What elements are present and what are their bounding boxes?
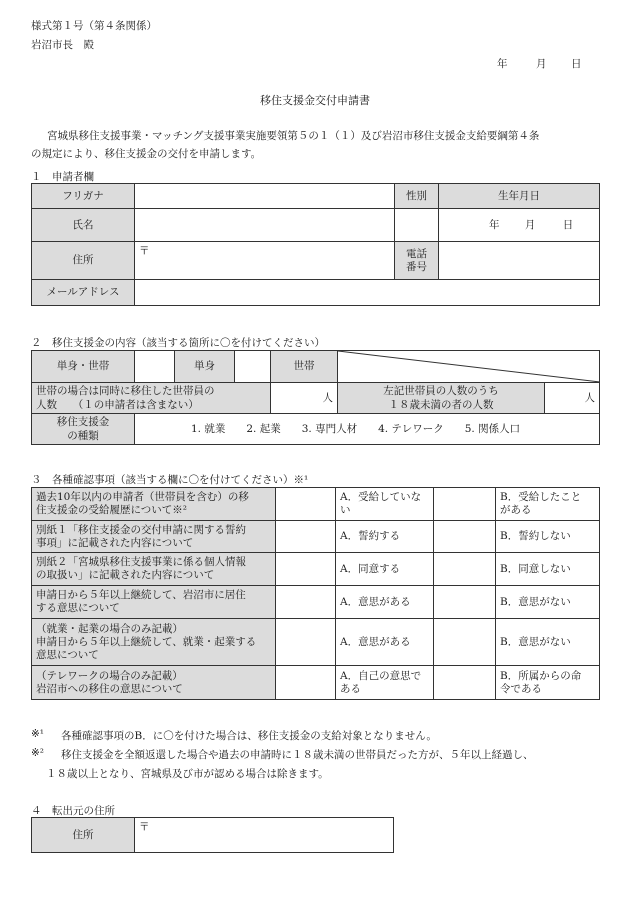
address-label: 住所 xyxy=(32,242,135,280)
furigana-label: フリガナ xyxy=(32,184,135,209)
minors-count-label: 左記世帯員の人数のうち １８歳未満の者の人数 xyxy=(338,383,545,414)
confirmation-row xyxy=(32,488,600,521)
note2-text-line2: １８歳以上となり、宮城県及び市が認める場合は除きます。 xyxy=(46,768,329,780)
option-a-label: A．意思がある xyxy=(336,619,434,666)
name-label: 氏名 xyxy=(32,209,135,242)
option-a-label: A．自己の意思で ある xyxy=(336,666,434,700)
furigana-input[interactable] xyxy=(135,184,395,209)
confirmation-row xyxy=(32,553,600,586)
birth-year-label: 年 xyxy=(489,218,500,231)
form-number: 様式第１号（第４条関係） xyxy=(31,20,157,32)
name-input[interactable] xyxy=(135,209,395,242)
person-unit-2: 人 xyxy=(584,391,595,404)
confirmation-row xyxy=(32,619,600,666)
intro-line-1: 宮城県移住支援事業・マッチング支援事業実施要領第５の１（１）及び岩沼市移住支援金支給要綱第４条 xyxy=(47,130,540,142)
option-b-label: B．受給したこと がある xyxy=(496,488,600,521)
option-b-mark-cell[interactable] xyxy=(434,553,496,586)
address-input[interactable] xyxy=(135,242,395,280)
option-b-label: B．所属からの命 令である xyxy=(496,666,600,700)
applicant-table xyxy=(31,183,600,306)
confirmation-question: 過去10年以内の申請者（世帯員を含む）の移 住支援金の受給履歴について※² xyxy=(32,488,276,521)
option-a-mark-cell[interactable] xyxy=(276,521,336,553)
household-count-label: 世帯の場合は同時に移住した世帯員の 人数 （１の申請者は含まない） xyxy=(32,383,271,414)
diagonal-cell xyxy=(338,351,600,383)
confirmation-row xyxy=(32,586,600,619)
single-option: 単身 xyxy=(175,351,235,383)
origin-address-label: 住所 xyxy=(32,818,135,853)
option-a-mark-cell[interactable] xyxy=(276,488,336,521)
option-a-mark-cell[interactable] xyxy=(276,553,336,586)
household-option: 世帯 xyxy=(271,351,338,383)
phone-label: 電話 番号 xyxy=(395,242,439,280)
support-type-options[interactable]: 1. 就業 2. 起業 3. 専門人材 4. テレワーク 5. 関係人口 xyxy=(135,414,600,445)
origin-address-table xyxy=(31,817,394,853)
note2-text-line1: 移住支援金を全額返還した場合や過去の申請時に１８歳未満の世帯員だった方が、５年以上経過し、 xyxy=(61,749,534,761)
confirmation-question: （テレワークの場合のみ記載） 岩沼市への移住の意思について xyxy=(32,666,276,700)
note1-mark: ※¹ xyxy=(31,728,45,740)
date-year-label: 年 xyxy=(497,58,508,70)
option-a-label: A．同意する xyxy=(336,553,434,586)
support-content-table xyxy=(31,350,600,445)
single-mark-cell[interactable] xyxy=(135,351,175,383)
origin-postal-mark: 〒 xyxy=(139,821,150,833)
option-b-label: B．意思がない xyxy=(496,586,600,619)
birthdate-label: 生年月日 xyxy=(439,184,600,209)
confirmation-question: 別紙１「移住支援金の交付申請に関する誓約 事項」に記載された内容について xyxy=(32,521,276,553)
confirmation-row xyxy=(32,666,600,700)
section4-heading: ４ 転出元の住所 xyxy=(31,805,115,817)
confirmation-question: 申請日から５年以上継続して、岩沼市に居住 する意思について xyxy=(32,586,276,619)
confirmation-row xyxy=(32,521,600,553)
birthdate-input[interactable] xyxy=(439,209,600,242)
birth-day-label: 日 xyxy=(562,218,574,231)
household-count-input[interactable] xyxy=(271,383,338,414)
option-b-mark-cell[interactable] xyxy=(434,586,496,619)
option-a-label: A．誓約する xyxy=(336,521,434,553)
option-a-mark-cell[interactable] xyxy=(276,586,336,619)
option-b-mark-cell[interactable] xyxy=(434,488,496,521)
diagonal-line xyxy=(338,351,600,382)
option-a-label: A．意思がある xyxy=(336,586,434,619)
single-household-label: 単身・世帯 xyxy=(32,351,135,383)
addressee: 岩沼市長 殿 xyxy=(31,39,94,51)
option-b-mark-cell[interactable] xyxy=(434,521,496,553)
note1-text: 各種確認事項のB．に〇を付けた場合は、移住支援金の支給対象となりません。 xyxy=(61,730,437,742)
option-b-label: B．同意しない xyxy=(496,553,600,586)
confirmation-question: 別紙２「宮城県移住支援事業に係る個人情報 の取扱い」に記載された内容について xyxy=(32,553,276,586)
confirmation-table xyxy=(31,487,600,700)
date-month-label: 月 xyxy=(536,58,547,70)
postal-mark: 〒 xyxy=(139,245,150,257)
option-b-label: B．誓約しない xyxy=(496,521,600,553)
option-a-mark-cell[interactable] xyxy=(276,666,336,700)
option-b-mark-cell[interactable] xyxy=(434,666,496,700)
section2-heading: ２ 移住支援金の内容（該当する箇所に〇を付けてください） xyxy=(31,337,325,349)
section1-heading: １ 申請者欄 xyxy=(31,171,94,183)
gender-input[interactable] xyxy=(395,209,439,242)
note2-mark: ※² xyxy=(31,747,45,759)
option-b-mark-cell[interactable] xyxy=(434,619,496,666)
origin-address-input[interactable] xyxy=(135,818,394,853)
minors-count-input[interactable] xyxy=(545,383,600,414)
option-a-mark-cell[interactable] xyxy=(276,619,336,666)
email-label: メールアドレス xyxy=(32,280,135,306)
section3-heading: ３ 各種確認事項（該当する欄に〇を付けてください）※¹ xyxy=(31,474,309,486)
option-b-label: B．意思がない xyxy=(496,619,600,666)
confirmation-question: （就業・起業の場合のみ記載） 申請日から５年以上継続して、就業・起業する 意思について xyxy=(32,619,276,666)
person-unit-1: 人 xyxy=(322,391,333,404)
birth-month-label: 月 xyxy=(524,218,536,231)
email-input[interactable] xyxy=(135,280,600,306)
support-type-label: 移住支援金 の種類 xyxy=(32,414,135,445)
gender-label: 性別 xyxy=(395,184,439,209)
option-a-label: A．受給していな い xyxy=(336,488,434,521)
intro-line-2: の規定により、移住支援金の交付を申請します。 xyxy=(31,148,262,160)
date-day-label: 日 xyxy=(571,58,582,70)
page-title: 移住支援金交付申請書 xyxy=(260,94,370,107)
phone-input[interactable] xyxy=(439,242,600,280)
household-mark-cell[interactable] xyxy=(235,351,271,383)
